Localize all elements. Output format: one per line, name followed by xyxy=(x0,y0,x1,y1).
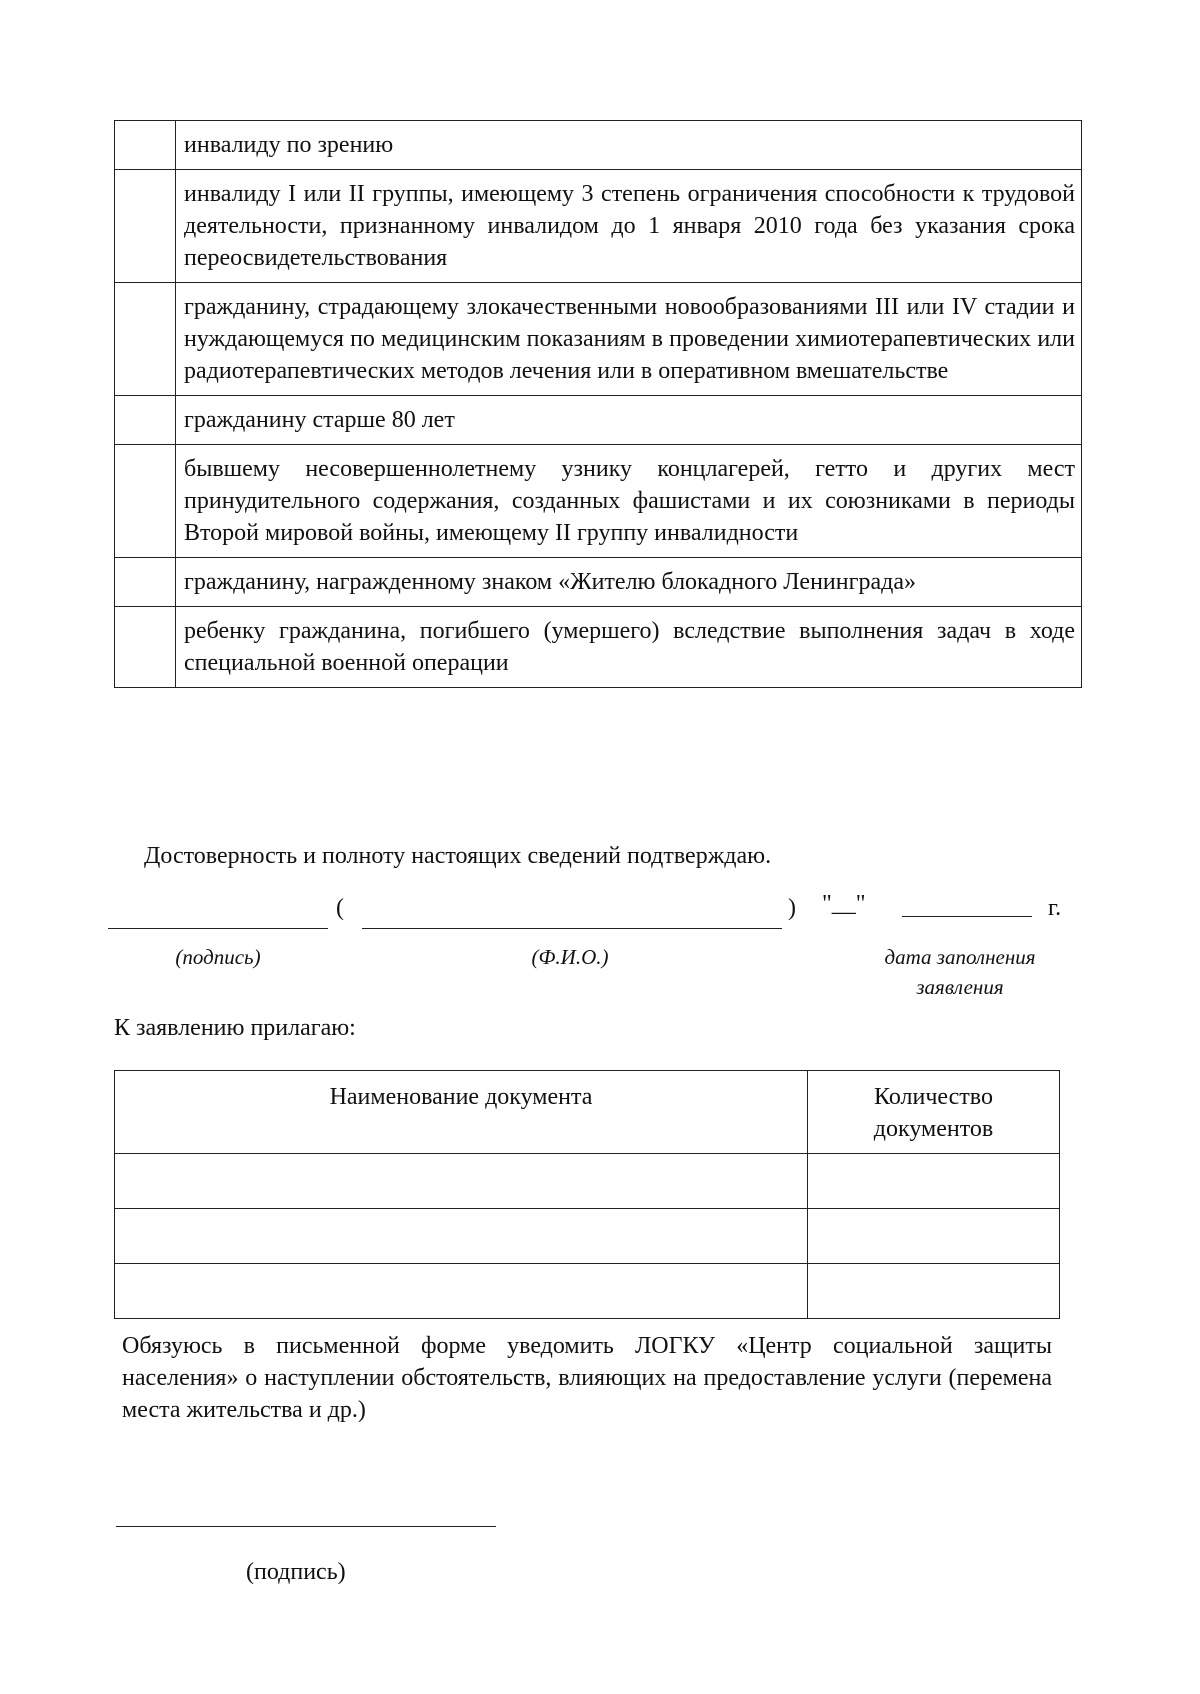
category-text: бывшему несовершеннолетнему узнику концлагерей, гетто и других мест принудительного содержания, созданных фашистами и их союзниками в периоды Второй мировой войны, имеющему II группу инвалидности xyxy=(176,445,1082,558)
column-header-document-name: Наименование документа xyxy=(115,1071,808,1154)
document-name-cell[interactable] xyxy=(115,1209,808,1264)
signature-caption: (подпись) xyxy=(175,945,261,969)
category-text: гражданину, награжденному знаком «Жителю блокадного Ленинграда» xyxy=(176,558,1082,607)
category-text: гражданину, страдающему злокачественными новообразованиями III или IV стадии и нуждающемуся по медицинским показаниям в проведении химиотерапевтических или радиотерапевтических методов лечения или в оперативном вмешательстве xyxy=(176,283,1082,396)
attachment-row xyxy=(115,1209,1060,1264)
full-name-caption: (Ф.И.О.) xyxy=(531,945,609,969)
category-text: гражданину старше 80 лет xyxy=(176,396,1082,445)
category-row xyxy=(115,607,1082,688)
document-name-cell[interactable] xyxy=(115,1154,808,1209)
confirmation-statement: Достоверность и полноту настоящих сведений подтверждаю. xyxy=(144,843,772,869)
year-suffix: г. xyxy=(1048,895,1062,921)
category-checkbox-cell[interactable] xyxy=(115,607,176,688)
date-caption: дата заполнения заявления xyxy=(884,945,1036,999)
attachment-row xyxy=(115,1264,1060,1319)
close-paren: ) xyxy=(788,895,796,921)
full-name-field[interactable] xyxy=(362,928,782,929)
month-field[interactable] xyxy=(902,916,1032,917)
column-header-document-count: Количество документов xyxy=(808,1071,1060,1154)
attachment-row xyxy=(115,1154,1060,1209)
open-paren: ( xyxy=(336,895,344,921)
attachments-table xyxy=(114,1070,1060,1319)
day-field[interactable]: "__" xyxy=(822,891,866,917)
category-checkbox-cell[interactable] xyxy=(115,558,176,607)
categories-table xyxy=(114,120,1082,688)
document-name-cell[interactable] xyxy=(115,1264,808,1319)
category-row xyxy=(115,283,1082,396)
document-count-cell[interactable] xyxy=(808,1264,1060,1319)
document-count-cell[interactable] xyxy=(808,1154,1060,1209)
category-row xyxy=(115,558,1082,607)
category-row xyxy=(115,445,1082,558)
category-row xyxy=(115,170,1082,283)
attachments-title: К заявлению прилагаю: xyxy=(114,1015,356,1041)
category-checkbox-cell[interactable] xyxy=(115,283,176,396)
final-signature-caption: (подпись) xyxy=(246,1559,346,1585)
attachments-header-row xyxy=(115,1071,1060,1154)
category-text: ребенку гражданина, погибшего (умершего) вследствие выполнения задач в ходе специальной военной операции xyxy=(176,607,1082,688)
category-row xyxy=(115,121,1082,170)
document-count-cell[interactable] xyxy=(808,1209,1060,1264)
category-text: инвалиду I или II группы, имеющему 3 степень ограничения способности к трудовой деятельности, признанному инвалидом до 1 января 2010 года без указания срока переосвидетельствования xyxy=(176,170,1082,283)
signature-field[interactable] xyxy=(108,928,328,929)
category-checkbox-cell[interactable] xyxy=(115,170,176,283)
category-checkbox-cell[interactable] xyxy=(115,396,176,445)
pledge-statement: Обязуюсь в письменной форме уведомить ЛОГКУ «Центр социальной защиты населения» о наступлении обстоятельств, влияющих на предоставление услуги (перемена места жительства и др.) xyxy=(122,1333,1052,1423)
category-row xyxy=(115,396,1082,445)
category-checkbox-cell[interactable] xyxy=(115,445,176,558)
category-checkbox-cell[interactable] xyxy=(115,121,176,170)
final-signature-field[interactable] xyxy=(116,1526,496,1527)
category-text: инвалиду по зрению xyxy=(176,121,1082,170)
